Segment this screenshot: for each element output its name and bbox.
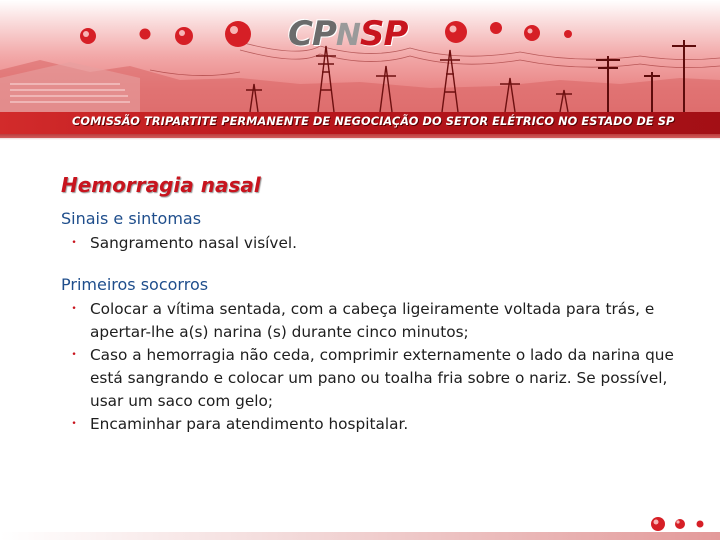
list-item xyxy=(68,232,680,255)
bullet-icon: • xyxy=(71,419,77,429)
header-shadow xyxy=(0,134,720,140)
header-tagline: COMISSÃO TRIPARTITE PERMANENTE DE NEGOCIAÇÃO DO SETOR ELÉTRICO NO ESTADO DE SP xyxy=(72,115,675,128)
footer-orbs xyxy=(640,512,720,536)
bullet-icon: • xyxy=(71,238,77,248)
logo-text-n: N xyxy=(335,18,360,53)
section-heading-first-aid: Primeiros socorros xyxy=(61,275,209,294)
cpnsp-logo xyxy=(288,14,407,54)
list-item-text: Sangramento nasal visível. xyxy=(90,234,298,252)
list-item xyxy=(68,413,680,436)
power-lines xyxy=(150,42,720,76)
bullet-icon: • xyxy=(71,304,77,314)
logo-text-sp: SP xyxy=(359,14,408,54)
red-orb-icon xyxy=(651,517,704,531)
list-item-text: Colocar a vítima sentada, com a cabeça ligeiramente voltada para trás, e apertar-lhe a(s) narina (s) durante cinco minutos; xyxy=(90,300,655,341)
logo-text-cp: CP xyxy=(288,14,336,54)
list-item xyxy=(68,344,680,413)
signs-list xyxy=(68,232,680,255)
section-heading-signs: Sinais e sintomas xyxy=(61,209,202,228)
list-item-text: Caso a hemorragia não ceda, comprimir externamente o lado da narina que está sangrando e colocar um pano ou toalha fria sobre o nariz. Se possível, usar um saco com gelo; xyxy=(90,346,674,410)
slide-title: Hemorragia nasal xyxy=(61,173,261,197)
list-item-text: Encaminhar para atendimento hospitalar. xyxy=(90,415,409,433)
footer-bar xyxy=(0,532,720,540)
first-aid-list xyxy=(68,298,680,436)
bullet-icon: • xyxy=(71,350,77,360)
list-item xyxy=(68,298,680,344)
